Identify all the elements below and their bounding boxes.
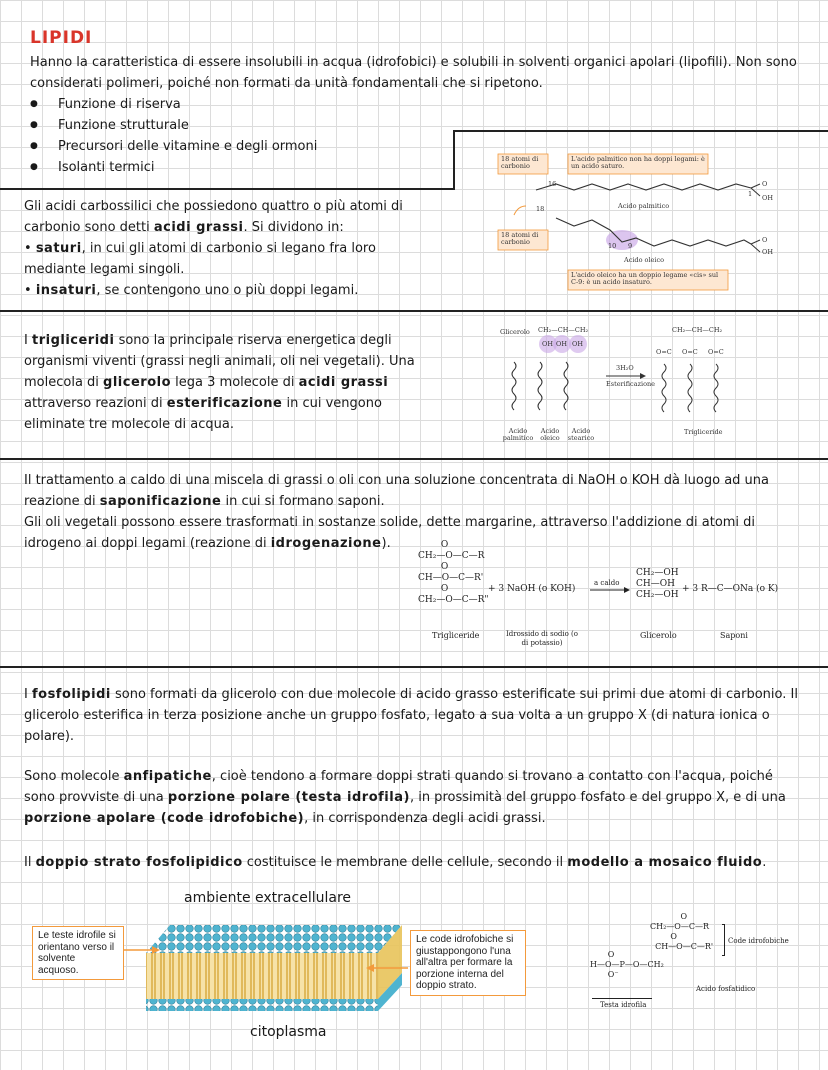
label-extracellular: ambiente extracellulare (184, 890, 352, 906)
reaction-arrow (590, 586, 630, 594)
label-acid: Acido fosfatidico (696, 985, 756, 993)
intro-text: Hanno la caratteristica di essere insolubili in acqua (idrofobici) e solubili in solventi organici apolari (lipofili). Non sono considerati polimeri, poiché non formati da unità fondamentali che si ripetono. (30, 55, 797, 91)
fatty-acid-chain (538, 362, 542, 410)
glycerol-formula: CH₂—OH CH—OH CH₂—OH (636, 568, 679, 600)
callout-arrows (112, 940, 412, 980)
acid-formula: O CH₂—O—C—R O CH—O—C—R' (650, 912, 714, 951)
divider (0, 666, 828, 668)
bilayer-text: Il doppio strato fosfolipidico costituisce le membrane delle cellule, secondo il modello a mosaico fluido. (24, 855, 767, 870)
oleic-chain (556, 218, 751, 246)
label-atoms: 18 atomi di carbonio (501, 231, 539, 246)
reagent-naoh: + 3 NaOH (o KOH) (488, 584, 576, 594)
label-atoms: 18 atomi di carbonio (501, 155, 539, 170)
product-soap: + 3 R—C—ONa (o K) (682, 584, 779, 594)
functions-list (24, 94, 444, 178)
triglycerides-text: I trigliceridi sono la principale riserva energetica degli organismi viventi (grassi negli animali, oli nei vegetali). Una molecola di glicerolo lega 3 molecole di acidi grassi attraverso reazioni di esterificazione in cui vengono eliminate tre molecole di acqua. (24, 333, 415, 432)
list-item: ● Isolanti termici (24, 157, 444, 178)
divider (453, 130, 455, 188)
fatty-acid-chain (512, 362, 516, 410)
callout-hydrophobic: Le code idrofobiche si giustappongono l'una all'altra per formare la porzione interna del doppio strato. (410, 930, 526, 996)
name-palmitic: Acido palmitico (618, 202, 670, 210)
list-item: ● Funzione strutturale (24, 115, 444, 136)
divider (453, 130, 828, 132)
fatty-acids-figure: 18 atomi di carbonio L'acido palmitico non ha doppi legami: è un acido saturo. 18 atomi di carbonio L'acido oleico ha un doppio legame «cis» sul C-9: è un acido insaturo. Acido palmitico Acido oleico 16 18 10 9 1 O OH O OH (496, 150, 796, 295)
phosphate-formula: O H—O—P—O—CH₂ O⁻ (590, 950, 664, 979)
label-glicerolo: Glicerolo (500, 328, 530, 336)
note-saturated: L'acido palmitico non ha doppi legami: è un acido saturo. (571, 155, 705, 170)
water-label: 3H₂O (616, 364, 634, 372)
bracket (722, 924, 725, 956)
esterification-label: Esterificazione (606, 380, 656, 388)
page-title: LIPIDI (30, 28, 93, 48)
callout-hydrophilic: Le teste idrofile si orientano verso il solvente acquoso. (32, 926, 124, 980)
label-head: Testa idrofila (600, 1001, 647, 1009)
name-oleic: Acido oleico (624, 256, 665, 264)
saponification-equation: O CH₂—O—C—R O CH—O—C—R' O CH₂—O—C—R" + 3 NaOH (o KOH) a caldo CH₂—OH CH—OH CH₂—OH + 3 R—C—ONa (o K) Trigliceride Idrossido di sodio (o di potassio) Glicerolo Saponi (418, 540, 779, 647)
list-item: ● Funzione di riserva (24, 94, 444, 115)
label-trigliceride: Trigliceride (684, 428, 723, 436)
condition: a caldo (594, 579, 620, 587)
triglyceride-formula: O CH₂—O—C—R O CH—O—C—R' O CH₂—O—C—R" (418, 540, 489, 605)
note-unsaturated: L'acido oleico ha un doppio legame «cis» sul C-9: è un acido insaturo. (571, 271, 719, 286)
phosphatidic-acid-figure (590, 912, 820, 1022)
fatty-acids-text: Gli acidi carbossilici che possiedono quattro o più atomi di carbonio sono detti acidi grassi. Si dividono in: • saturi, in cui gli atomi di carbonio si legano fra loro mediante legami singoli. • insaturi, se contengono uno o più doppi legami. (24, 199, 403, 298)
label-code: Code idrofobiche (728, 937, 789, 945)
triglyceride-figure: Glicerolo CH₂—CH—CH₂ OH OH OH 3H₂O Esterificazione CH₂—CH—CH₂ O=C O=C O=C Acido palmitico Acido oleico Acido stearico Trigliceride (494, 318, 794, 446)
divider (0, 458, 828, 460)
palmitic-chain (536, 184, 751, 190)
fatty-acid-chain (564, 362, 568, 410)
label-cytoplasm: citoplasma (250, 1024, 327, 1040)
amphipathic-text: Sono molecole anfipatiche, cioè tendono a formare doppi strati quando si trovano a contatto con l'acqua, poiché sono provviste di una porzione polare (testa idrofila), in prossimità del gruppo fosfato e del gruppo X, e di una porzione apolare (code idrofobiche), in corrispondenza degli acidi grassi. (24, 769, 786, 826)
list-item: ● Precursori delle vitamine e degli ormoni (24, 136, 444, 157)
divider (0, 310, 828, 312)
phospholipids-text: I fosfolipidi sono formati da glicerolo con due molecole di acido grasso esterificate sui primi due atomi di carbonio. Il glicerolo esterifica in terza posizione anche un gruppo fosfato, legato a sua volta a un gruppo X (di natura ionica o polare). (24, 687, 798, 744)
saponification-text: Il trattamento a caldo di una miscela di grassi o oli con una soluzione concentrata di NaOH o KOH dà luogo ad una reazione di saponificazione in cui si formano saponi. Gli oli vegetali possono essere trasformati in sostanze solide, dette margarine, attraverso l'addizione di atomi di idrogeno ai doppi legami (reazione di idrogenazione). (24, 473, 769, 551)
bottom-heads-layer (146, 999, 378, 1011)
divider (0, 188, 455, 190)
